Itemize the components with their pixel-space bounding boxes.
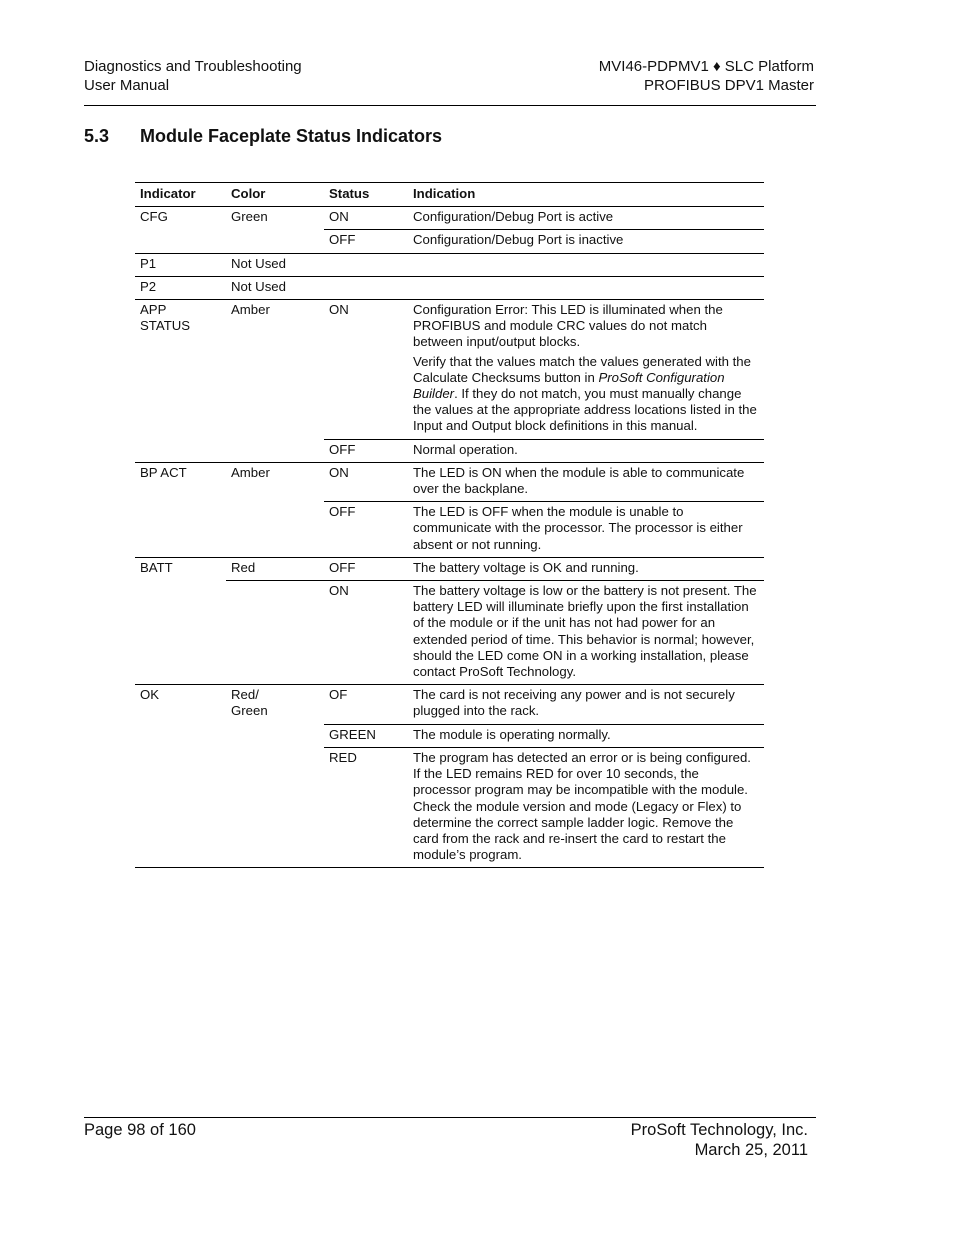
- indication-cell: The program has detected an error or is being configured. If the LED remains RED for over 10 seconds, the processor program may be incompatible with the module. Check the module version and mode (Legacy or Flex) to determine the correct sample ladder logic. Remove the card from the rack and re-insert the card to restart the module’s program.: [408, 747, 764, 867]
- column-header-status: Status: [324, 183, 408, 207]
- running-header-left: [84, 57, 302, 95]
- color-cell: Not Used: [226, 276, 324, 299]
- page-number: Page 98 of 160: [84, 1121, 196, 1139]
- footer-publisher: [631, 1120, 808, 1160]
- table-header-row: [135, 183, 764, 207]
- table-row: [135, 581, 764, 685]
- status-cell: [324, 276, 408, 299]
- color-cell: [226, 581, 324, 685]
- table-row: [135, 685, 764, 724]
- color-line: Red/: [231, 687, 259, 703]
- indication-paragraph: Configuration Error: This LED is illuminated when the PROFIBUS and module CRC values do not match between input/output blocks.: [413, 302, 723, 350]
- header-doc-type: User Manual: [84, 77, 170, 94]
- status-cell: OFF: [324, 439, 408, 462]
- header-protocol: PROFIBUS DPV1 Master: [643, 77, 814, 94]
- indicator-cell: P1: [135, 253, 226, 276]
- indicator-line: STATUS: [140, 318, 191, 334]
- indicator-line: APP: [140, 302, 167, 318]
- table-row: [135, 462, 764, 501]
- status-cell: [324, 253, 408, 276]
- color-cell: Red: [226, 557, 324, 580]
- indication-cell: The battery voltage is low or the battery is not present. The battery LED will illuminate briefly upon the first installation of the module or if the unit has not had power for an extended period of time. This behavior is normal; however, should the LED come ON in a working installation, please contact ProSoft Technology.: [408, 581, 764, 685]
- column-header-color: Color: [226, 183, 324, 207]
- indication-cell: The battery voltage is OK and running.: [408, 557, 764, 580]
- indicator-cell: BATT: [135, 557, 226, 684]
- indication-paragraph: [413, 354, 759, 435]
- indication-cell: [408, 300, 764, 440]
- color-line: Green: [231, 703, 268, 719]
- section-title: Module Faceplate Status Indicators: [140, 126, 443, 146]
- status-cell: GREEN: [324, 724, 408, 747]
- section-number: 5.3: [84, 126, 110, 146]
- status-cell: RED: [324, 747, 408, 867]
- color-cell: Green: [226, 207, 324, 253]
- table-row: [135, 276, 764, 299]
- table-row: [135, 557, 764, 580]
- color-cell: Amber: [226, 462, 324, 557]
- indicator-cell: OK: [135, 685, 226, 868]
- indicator-cell: CFG: [135, 207, 226, 253]
- status-cell: OFF: [324, 557, 408, 580]
- indicator-cell: [135, 300, 226, 463]
- table-row: [135, 300, 764, 440]
- column-header-indication: Indication: [408, 183, 764, 207]
- color-cell: Not Used: [226, 253, 324, 276]
- column-header-indicator: Indicator: [135, 183, 226, 207]
- footer-rule: [84, 1117, 816, 1118]
- indicator-cell: P2: [135, 276, 226, 299]
- status-cell: ON: [324, 581, 408, 685]
- section-heading: [84, 126, 442, 147]
- indication-cell: The card is not receiving any power and is not securely plugged into the rack.: [408, 685, 764, 724]
- header-chapter: Diagnostics and Troubleshooting: [84, 58, 302, 75]
- status-cell: OFF: [324, 230, 408, 253]
- indication-cell: The LED is ON when the module is able to communicate over the backplane.: [408, 462, 764, 501]
- indication-cell: Configuration/Debug Port is active: [408, 207, 764, 230]
- indication-text: Verify that the values match the values generated with the Calculate Checksums button in: [413, 353, 751, 385]
- indication-text: . If they do not match, you must manually change the values at the appropriate address locations listed in the Input and Output block definitions in this manual.: [413, 386, 757, 434]
- status-cell: ON: [324, 300, 408, 440]
- indicator-cell: BP ACT: [135, 462, 226, 557]
- indication-cell: [408, 276, 764, 299]
- table-row: [135, 207, 764, 230]
- status-cell: OFF: [324, 502, 408, 558]
- table-row: [135, 253, 764, 276]
- indication-cell: Configuration/Debug Port is inactive: [408, 230, 764, 253]
- status-cell: OF: [324, 685, 408, 724]
- footer-date: March 25, 2011: [694, 1141, 808, 1159]
- status-indicator-table: [135, 182, 764, 868]
- indication-cell: The module is operating normally.: [408, 724, 764, 747]
- footer-company: ProSoft Technology, Inc.: [630, 1121, 808, 1139]
- running-header-right: [599, 57, 814, 95]
- indication-cell: The LED is OFF when the module is unable to communicate with the processor. The processor is either absent or not running.: [408, 502, 764, 558]
- indication-cell: [408, 253, 764, 276]
- header-rule: [84, 105, 816, 106]
- indication-cell: Normal operation.: [408, 439, 764, 462]
- color-cell: Amber: [226, 300, 324, 463]
- status-cell: ON: [324, 462, 408, 501]
- status-cell: ON: [324, 207, 408, 230]
- header-product: MVI46-PDPMV1 ♦ SLC Platform: [598, 58, 814, 75]
- color-cell: [226, 685, 324, 868]
- software-name: ProSoft Configuration Builder: [413, 369, 725, 402]
